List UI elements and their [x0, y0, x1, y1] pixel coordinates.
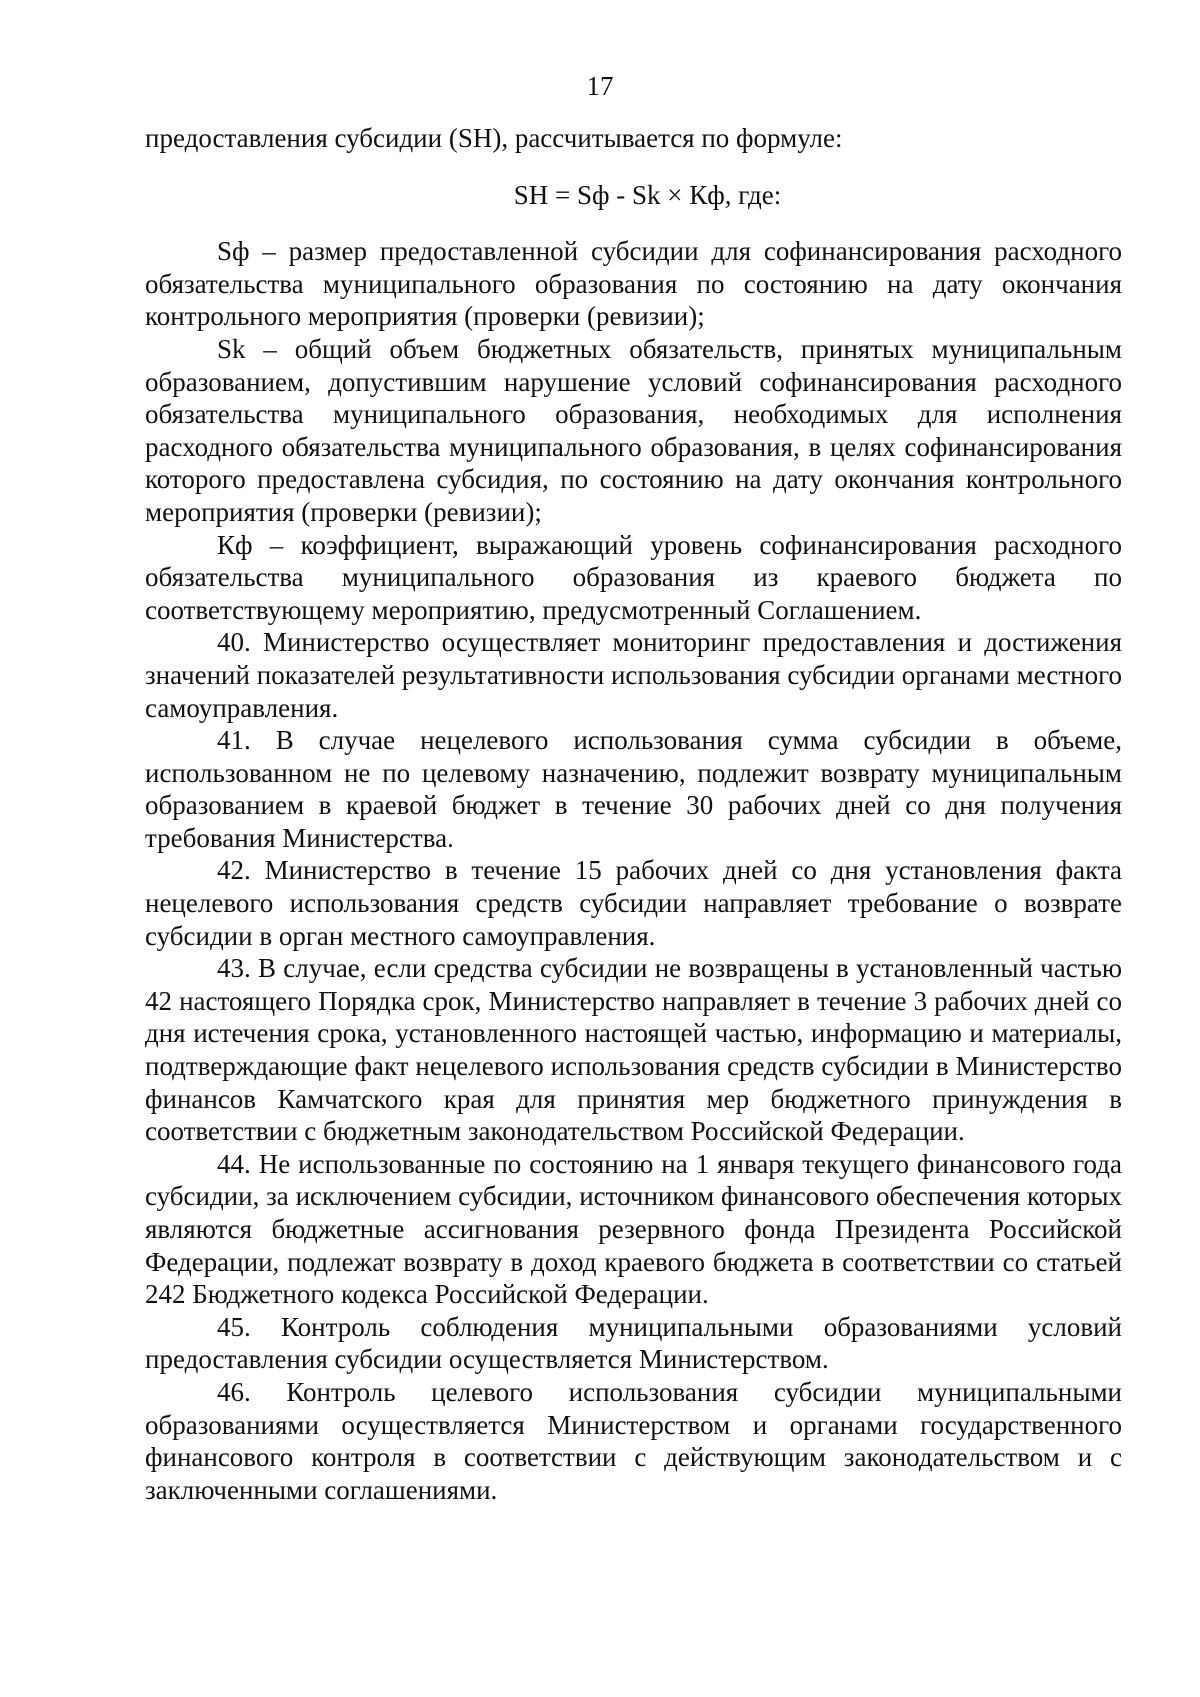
paragraph-44: 44. Не использованные по состоянию на 1 января текущего финансового года субсидии, за исключением субсидии, источником финансового обеспечения которых являются бюджетные ассигнования резервного фонда Президента Российской Федерации, подлежат возврату в доход краевого бюджета в соответствии со статьей 242 Бюджетного кодекса Российской Федерации.: [145, 1148, 1122, 1310]
paragraph-40: 40. Министерство осуществляет мониторинг предоставления и достижения значений показателей результативности использования субсидии органами местного самоуправления.: [145, 627, 1122, 723]
paragraph-43: 43. В случае, если средства субсидии не возвращены в установленный частью 42 настоящего Порядка срок, Министерство направляет в течение 3 рабочих дней со дня истечения срока, установленного настоящей частью, информацию и материалы, подтверждающие факт нецелевого использования средств субсидии в Министерство финансов Камчатского края для принятия мер бюджетного принуждения в соответствии с бюджетным законодательством Российской Федерации.: [145, 953, 1122, 1147]
page-number: 17: [586, 71, 614, 101]
paragraph-42: 42. Министерство в течение 15 рабочих дней со дня установления факта нецелевого использования средств субсидии направляет требование о возврате субсидии в орган местного самоуправления.: [145, 855, 1122, 951]
paragraph-sk-definition: Sk – общий объем бюджетных обязательств, принятых муниципальным образованием, допустившим нарушение условий софинансирования расходного обязательства муниципального образования, необходимых для исполнения расходного обязательства муниципального образования, в целях софинансирования которого предоставлена субсидия, по состоянию на дату окончания контрольного мероприятия (проверки (ревизии);: [145, 333, 1122, 527]
paragraph-41: 41. В случае нецелевого использования сумма субсидии в объеме, использованном не по целевому назначению, подлежит возврату муниципальным образованием в краевой бюджет в течение 30 рабочих дней со дня получения требования Министерства.: [145, 725, 1122, 853]
paragraph-sf-definition: Sф – размер предоставленной субсидии для софинансирования расходного обязательства муниципального образования по состоянию на дату окончания контрольного мероприятия (проверки (ревизии);: [145, 236, 1122, 332]
paragraph-continuation: предоставления субсидии (SH), рассчитывается по формуле:: [145, 123, 843, 153]
document-body: [145, 122, 1122, 1506]
paragraph-45: 45. Контроль соблюдения муниципальными образованиями условий предоставления субсидии осуществляется Министерством.: [145, 1311, 1122, 1375]
paragraph-46: 46. Контроль целевого использования субсидии муниципальными образованиями осуществляется Министерством и органами государственного финансового контроля в соответствии с действующим законодательством и с заключенными соглашениями.: [145, 1376, 1122, 1505]
formula: SH = Sф - Sk × Кф, где:: [513, 179, 782, 210]
paragraph-kf-definition: Кф – коэффициент, выражающий уровень софинансирования расходного обязательства муниципального образования из краевого бюджета по соответствующему мероприятию, предусмотренный Соглашением.: [145, 529, 1122, 625]
